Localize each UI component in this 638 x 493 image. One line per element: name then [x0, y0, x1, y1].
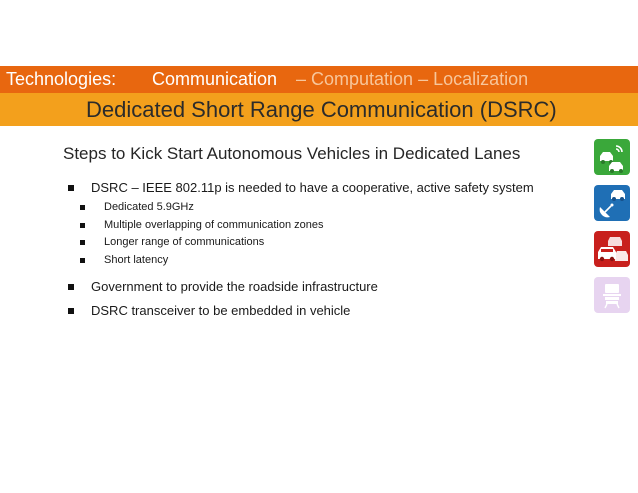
bullet-marker — [80, 223, 85, 228]
computer-icon — [594, 277, 630, 313]
list-item-text: Government to provide the roadside infrastructure — [91, 279, 378, 294]
bullet-marker — [68, 284, 74, 290]
list-item-text: DSRC transceiver to be embedded in vehicle — [91, 303, 351, 318]
sub-list-item-text: Longer range of communications — [104, 236, 265, 248]
subtitle: Dedicated Short Range Communication (DSRC) — [86, 97, 557, 122]
header-other-topics: – Computation – Localization — [296, 69, 529, 89]
bullet-marker — [68, 185, 74, 191]
sub-list-item-text: Dedicated 5.9GHz — [104, 201, 194, 213]
header-bar — [0, 66, 638, 93]
sub-list-item-text: Multiple overlapping of communication zones — [104, 219, 324, 231]
header-label: Technologies: — [6, 69, 117, 89]
list-item-text: DSRC – IEEE 802.11p is needed to have a cooperative, active safety system — [91, 180, 534, 195]
subtitle-bar — [0, 93, 638, 126]
satellite-car-icon — [594, 185, 630, 221]
bullet-marker — [68, 308, 74, 314]
section-heading: Steps to Kick Start Autonomous Vehicles in Dedicated Lanes — [63, 144, 521, 163]
sub-list-item-text: Short latency — [104, 254, 169, 266]
connected-cars-icon — [594, 139, 630, 175]
header-active-topic: Communication — [152, 69, 278, 89]
bullet-marker — [80, 240, 85, 245]
traffic-cars-icon — [594, 231, 630, 267]
bullet-marker — [80, 258, 85, 263]
bullet-marker — [80, 205, 85, 210]
